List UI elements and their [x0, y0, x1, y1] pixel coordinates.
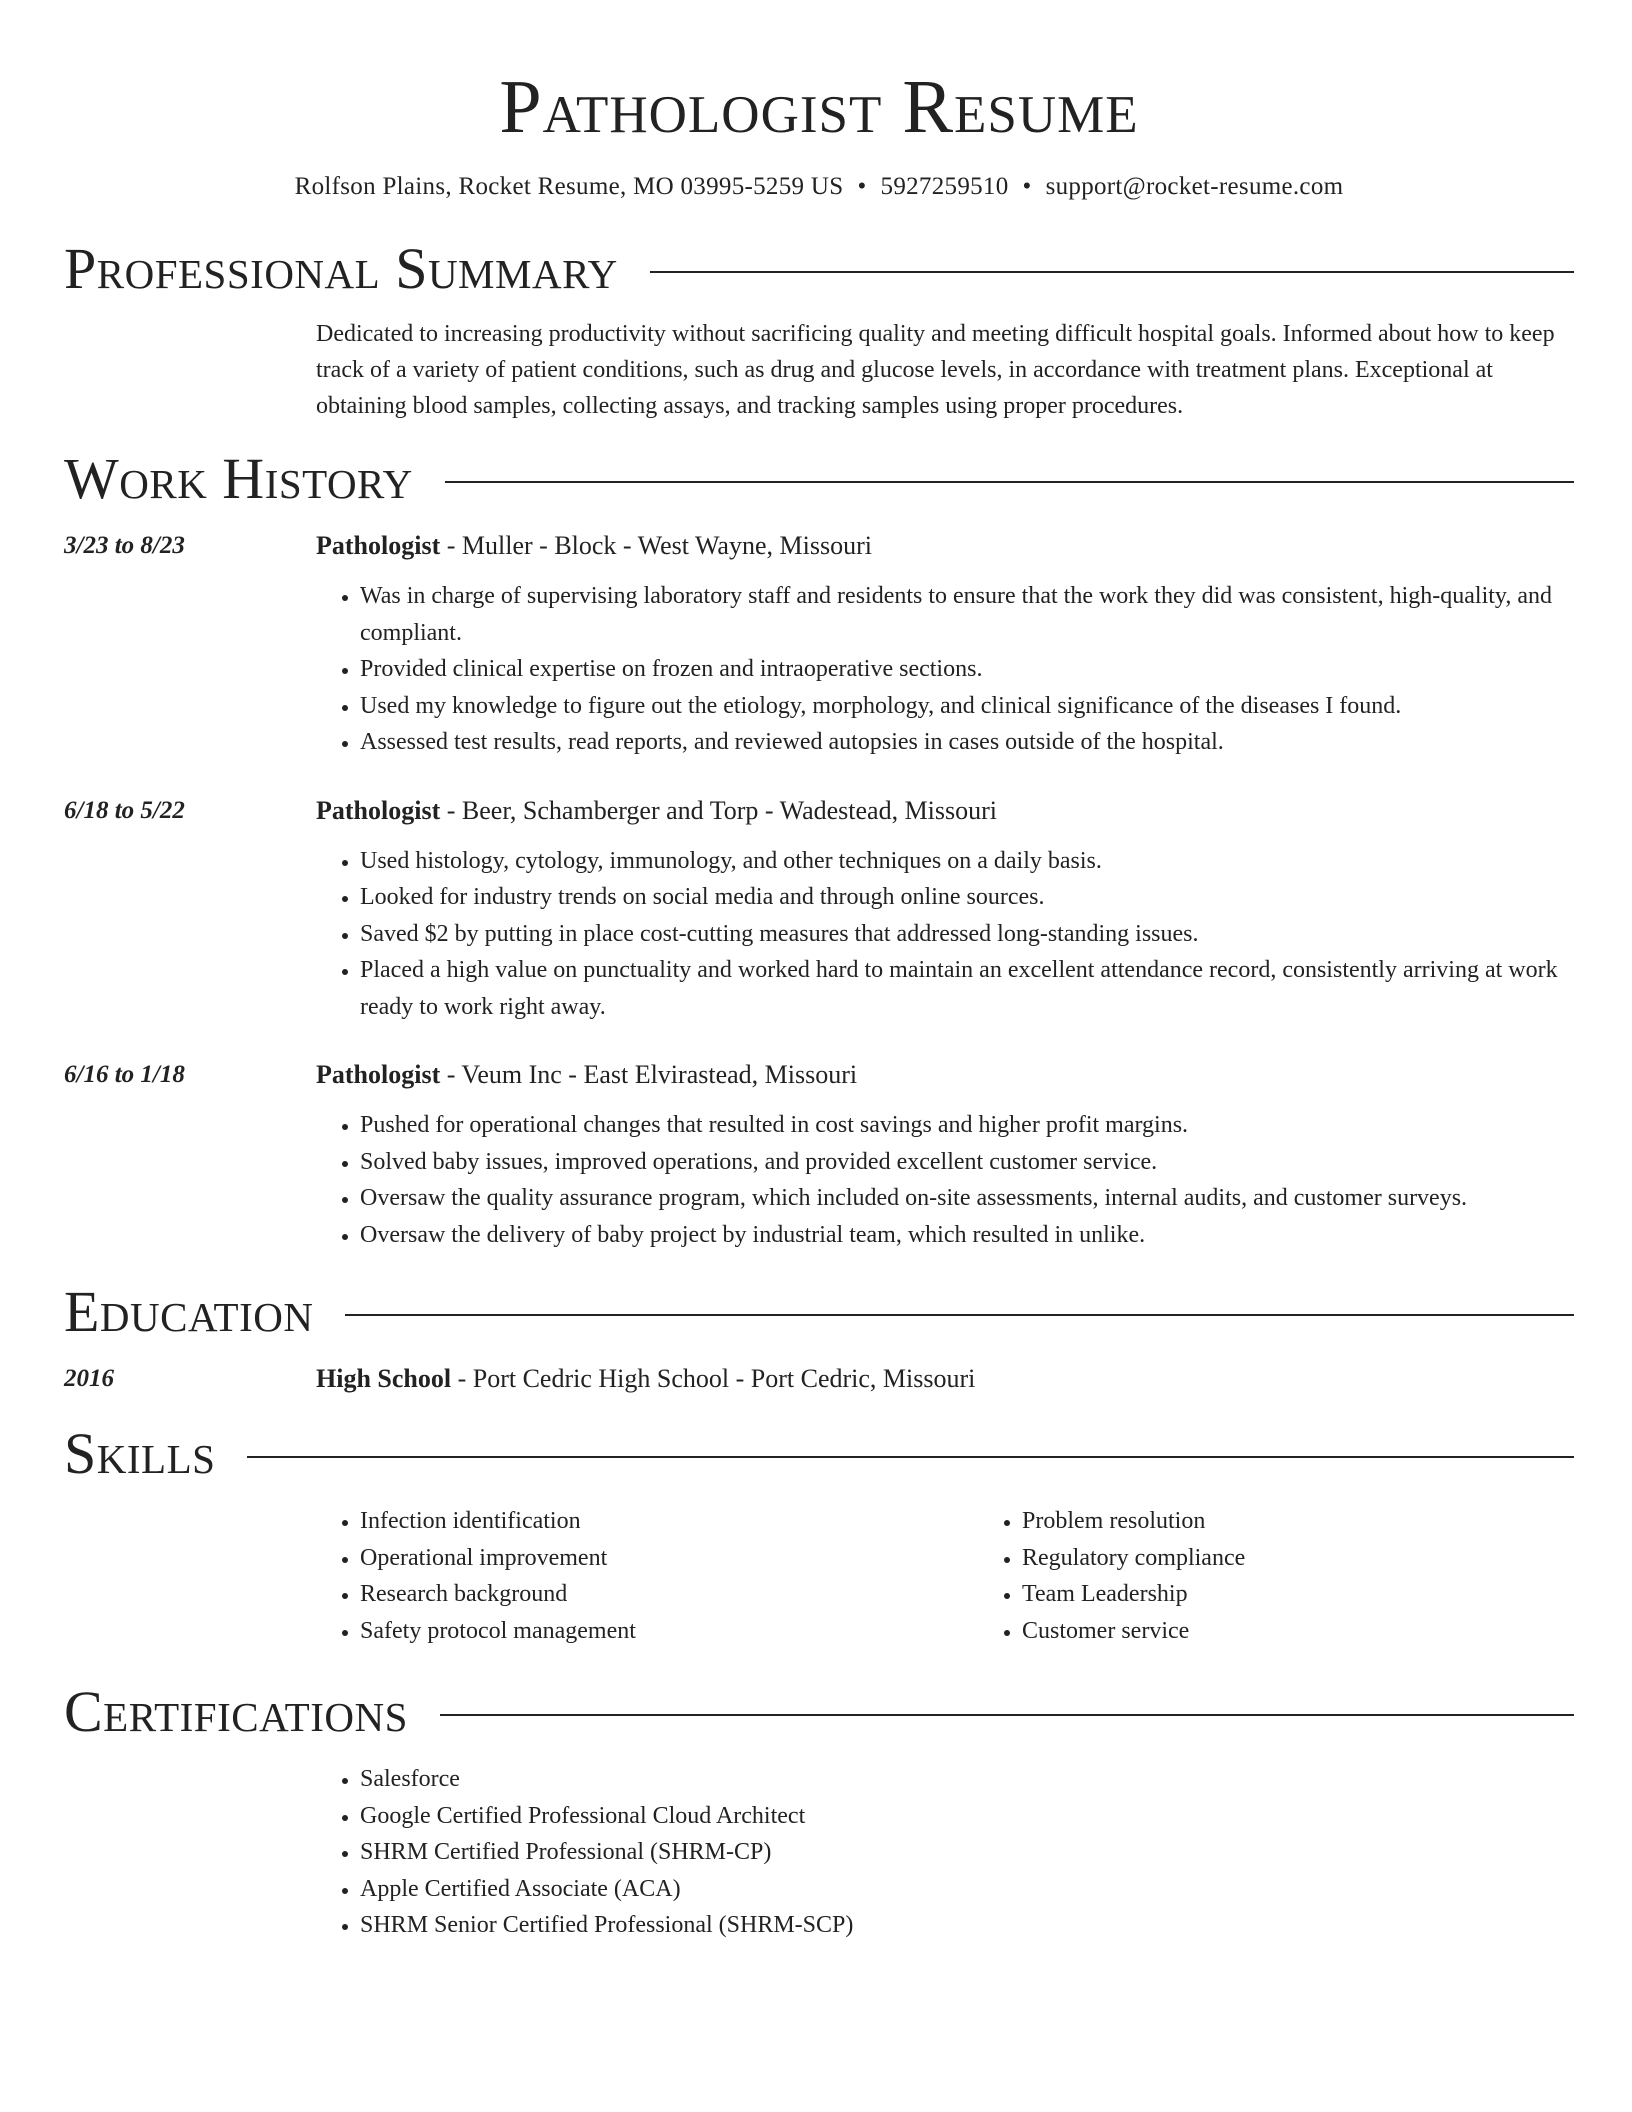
job-bullets — [316, 1107, 1574, 1253]
list-item: • Problem resolution — [1022, 1503, 1632, 1540]
list-item: • SHRM Senior Certified Professional (SHRM-SCP) — [360, 1907, 1574, 1944]
education-section-header — [64, 1277, 1574, 1347]
section-divider — [247, 1456, 1574, 1458]
list-item: • Oversaw the delivery of baby project by industrial team, which resulted in unlike. — [360, 1217, 1574, 1254]
list-item: • Regulatory compliance — [1022, 1540, 1632, 1577]
skills-column-left — [316, 1503, 978, 1649]
section-divider — [445, 481, 1574, 483]
job-entry — [64, 793, 1574, 1026]
list-item: • Operational improvement — [360, 1540, 978, 1577]
job-date: 3/23 to 8/23 — [64, 532, 185, 559]
list-item: • Used histology, cytology, immunology, and other techniques on a daily basis. — [360, 843, 1574, 880]
section-divider — [440, 1714, 1574, 1716]
contact-phone: 5927259510 — [880, 173, 1009, 200]
job-entry — [64, 1057, 1574, 1253]
certifications-section-header — [64, 1677, 1574, 1747]
job-title: Pathologist — [316, 1060, 441, 1089]
list-item: • Research background — [360, 1576, 978, 1613]
list-item: • SHRM Certified Professional (SHRM-CP) — [360, 1834, 1574, 1871]
work-section-header — [64, 444, 1574, 514]
section-divider — [650, 271, 1574, 273]
contact-separator: • — [857, 173, 867, 200]
job-details: - Veum Inc - East Elvirastead, Missouri — [440, 1060, 858, 1089]
job-details: - Muller - Block - West Wayne, Missouri — [440, 531, 872, 560]
work-heading: Work History — [64, 446, 413, 511]
list-item: • Provided clinical expertise on frozen and intraoperative sections. — [360, 651, 1574, 688]
summary-text: Dedicated to increasing productivity without sacrificing quality and meeting difficult hospital goals. Informed about how to keep track of a variety of patient conditions, such as drug and glucose levels, in accordance with treatment plans. Exceptional at obtaining blood samples, collecting assays, and tracking samples using proper procedures. — [316, 321, 1555, 419]
summary-heading: Professional Summary — [64, 236, 618, 301]
contact-address: Rolfson Plains, Rocket Resume, MO 03995-5259 US — [294, 173, 844, 200]
contact-email: support@rocket-resume.com — [1045, 173, 1344, 200]
education-entry — [64, 1361, 1574, 1397]
job-date: 6/16 to 1/18 — [64, 1061, 185, 1088]
job-bullets — [316, 843, 1574, 1026]
certifications-list — [316, 1761, 1574, 1944]
skills-heading: Skills — [64, 1421, 216, 1486]
section-divider — [345, 1314, 1574, 1316]
list-item: • Team Leadership — [1022, 1576, 1632, 1613]
job-title: Pathologist — [316, 795, 441, 825]
job-bullets — [316, 578, 1574, 761]
summary-section-header — [64, 234, 1574, 304]
education-title: High School — [316, 1364, 452, 1393]
education-headline — [316, 1361, 1574, 1397]
list-item: • Assessed test results, read reports, and reviewed autopsies in cases outside of the hospital. — [360, 724, 1574, 761]
list-item: • Apple Certified Associate (ACA) — [360, 1871, 1574, 1908]
job-headline — [316, 793, 1574, 829]
contact-line — [64, 170, 1574, 204]
list-item: • Was in charge of supervising laboratory staff and residents to ensure that the work they did was consistent, high-quality, and compliant. — [360, 578, 1574, 651]
list-item: • Saved $2 by putting in place cost-cutting measures that addressed long-standing issues. — [360, 916, 1574, 953]
list-item: • Looked for industry trends on social media and through online sources. — [360, 879, 1574, 916]
job-title: Pathologist — [316, 531, 441, 560]
list-item: • Customer service — [1022, 1613, 1632, 1650]
education-heading: Education — [64, 1279, 314, 1344]
certifications-bullets — [316, 1761, 1574, 1944]
job-details: - Beer, Schamberger and Torp - Wadestead, Missouri — [440, 795, 998, 825]
list-item: • Oversaw the quality assurance program, which included on-site assessments, internal audits, and customer surveys. — [360, 1180, 1574, 1217]
job-entry — [64, 528, 1574, 761]
job-date: 6/18 to 5/22 — [64, 796, 185, 824]
list-item: • Solved baby issues, improved operations, and provided excellent customer service. — [360, 1144, 1574, 1181]
list-item: • Used my knowledge to figure out the etiology, morphology, and clinical significance of the diseases I found. — [360, 688, 1574, 725]
page-title: Pathologist Resume — [499, 65, 1139, 149]
list-item: • Google Certified Professional Cloud Architect — [360, 1798, 1574, 1835]
certifications-heading: Certifications — [64, 1679, 408, 1744]
skills-column-right — [978, 1503, 1632, 1649]
list-item: • Pushed for operational changes that resulted in cost savings and higher profit margins. — [360, 1107, 1574, 1144]
list-item: • Safety protocol management — [360, 1613, 978, 1650]
job-headline — [316, 528, 1574, 564]
education-details: - Port Cedric High School - Port Cedric, Missouri — [451, 1364, 976, 1393]
list-item: • Salesforce — [360, 1761, 1574, 1798]
contact-separator: • — [1022, 173, 1032, 200]
skills-list — [316, 1503, 1574, 1649]
list-item: • Placed a high value on punctuality and worked hard to maintain an excellent attendance record, consistently arriving at work ready to work right away. — [360, 952, 1574, 1025]
education-date: 2016 — [64, 1365, 114, 1392]
list-item: • Infection identification — [360, 1503, 978, 1540]
skills-section-header — [64, 1419, 1574, 1489]
job-headline — [316, 1057, 1574, 1093]
resume-page — [64, 0, 1574, 1944]
